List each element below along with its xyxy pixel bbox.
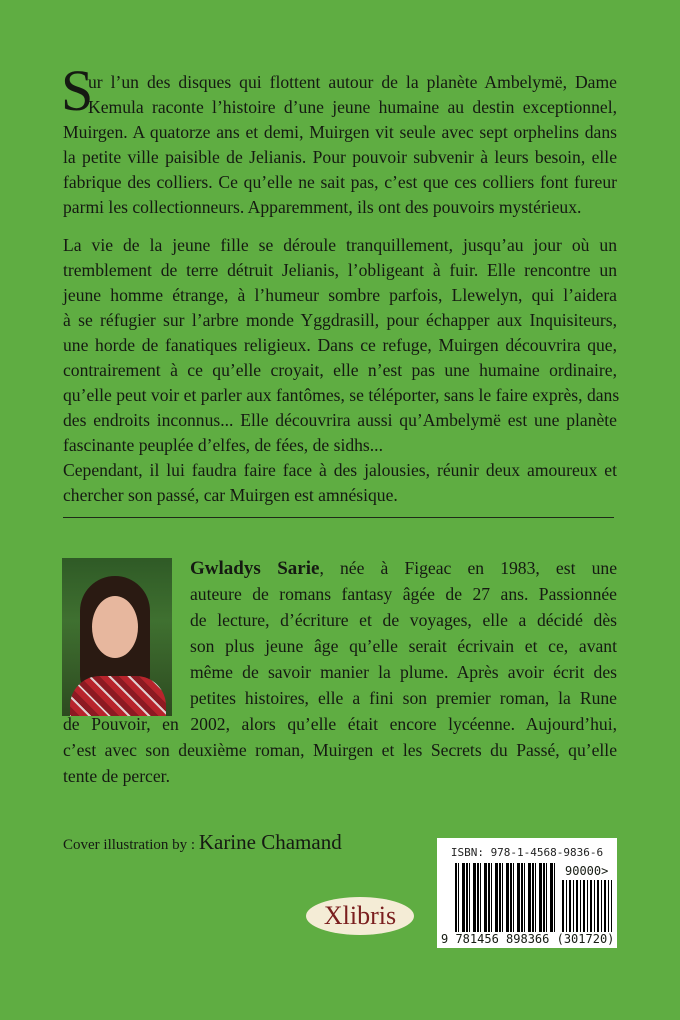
drop-cap: S (61, 58, 94, 123)
text-line: c’est avec son deuxième roman, Muirgen et les Secrets du Passé, qu’elle (63, 740, 617, 760)
isbn-text: ISBN: 978-1-4568-9836-6 (450, 846, 604, 859)
publisher-logo: Xlibris (306, 897, 414, 935)
barcode-bars (455, 863, 555, 933)
text-line: une horde de fanatiques religieux. Dans ce refuge, Muirgen découvrira que, (63, 335, 617, 355)
text-line: La vie de la jeune fille se déroule tranquillement, jusqu’au jour où un (63, 235, 617, 255)
barcode-number: 9 781456 898366 (301720) (441, 932, 615, 946)
text-line: la petite ville paisible de Jelianis. Pour pouvoir subvenir à leurs besoin, elle (63, 147, 617, 167)
text-line: des endroits inconnus... Elle découvrira aussi qu’Ambelymë est une planète (63, 410, 617, 430)
text-line: à se réfugier sur l’arbre monde Yggdrasill, pour échapper aux Inquisiteurs, (63, 310, 617, 330)
text-line: jeune homme étrange, à l’humeur sombre parfois, Llewelyn, qui l’aidera (63, 285, 617, 305)
text-line: même de savoir manier la plume. Après avoir écrit des (190, 662, 617, 682)
text-line: parmi les collectionneurs. Apparemment, ils ont des pouvoirs mystérieux. (63, 197, 582, 217)
illustrator-name: Karine Chamand (198, 830, 342, 854)
text-line: de Pouvoir, en 2002, alors qu’elle était encore lycéenne. Aujourd’hui, (63, 714, 617, 734)
text-line: contrairement à ce qu’elle croyait, elle n’est pas une humaine ordinaire, (63, 360, 617, 380)
text-line: tremblement de terre détruit Jelianis, l’obligeant à fuir. Elle rencontre un (63, 260, 617, 280)
divider (63, 517, 614, 518)
text-line: qu’elle peut voir et parler aux fantômes, se téléporter, sans le faire exprès, dans (63, 385, 620, 405)
cover-credit (63, 830, 342, 855)
author-photo (62, 558, 172, 716)
text-line: Muirgen. A quatorze ans et demi, Muirgen vit seule avec sept orphelins dans (63, 122, 617, 142)
isbn-barcode (437, 838, 617, 948)
author-name: Gwladys Sarie (190, 558, 320, 579)
credit-label: Cover illustration by : (63, 837, 199, 853)
text-line: Cependant, il lui faudra faire face à des jalousies, réunir deux amoureux et (63, 460, 617, 480)
text-line: , née à Figeac en 1983, est une (319, 558, 617, 578)
text-line: auteure de romans fantasy âgée de 27 ans. Passionnée (190, 584, 617, 604)
text-line: son plus jeune âge qu’elle serait écrivain et ce, avant (190, 636, 617, 656)
text-line: ur l’un des disques qui flottent autour de la planète Ambelymë, Dame (88, 72, 617, 92)
text-line: Kemula raconte l’histoire d’une jeune humaine au destin exceptionnel, (88, 97, 617, 117)
text-line: petites histoires, elle a fini son premier roman, la Rune (190, 688, 617, 708)
text-line: tente de percer. (63, 766, 170, 786)
barcode-addon-bars (562, 880, 612, 933)
text-line: fascinante peuplée d’elfes, de fées, de sidhs... (63, 435, 383, 455)
text-line: chercher son passé, car Muirgen est amnésique. (63, 485, 398, 505)
barcode-addon: 90000> (565, 864, 609, 878)
text-line: fabrique des colliers. Ce qu’elle ne sait pas, c’est que ces colliers font fureur (63, 172, 617, 192)
text-line: de lecture, d’écriture et de voyages, elle a décidé dès (190, 610, 617, 630)
